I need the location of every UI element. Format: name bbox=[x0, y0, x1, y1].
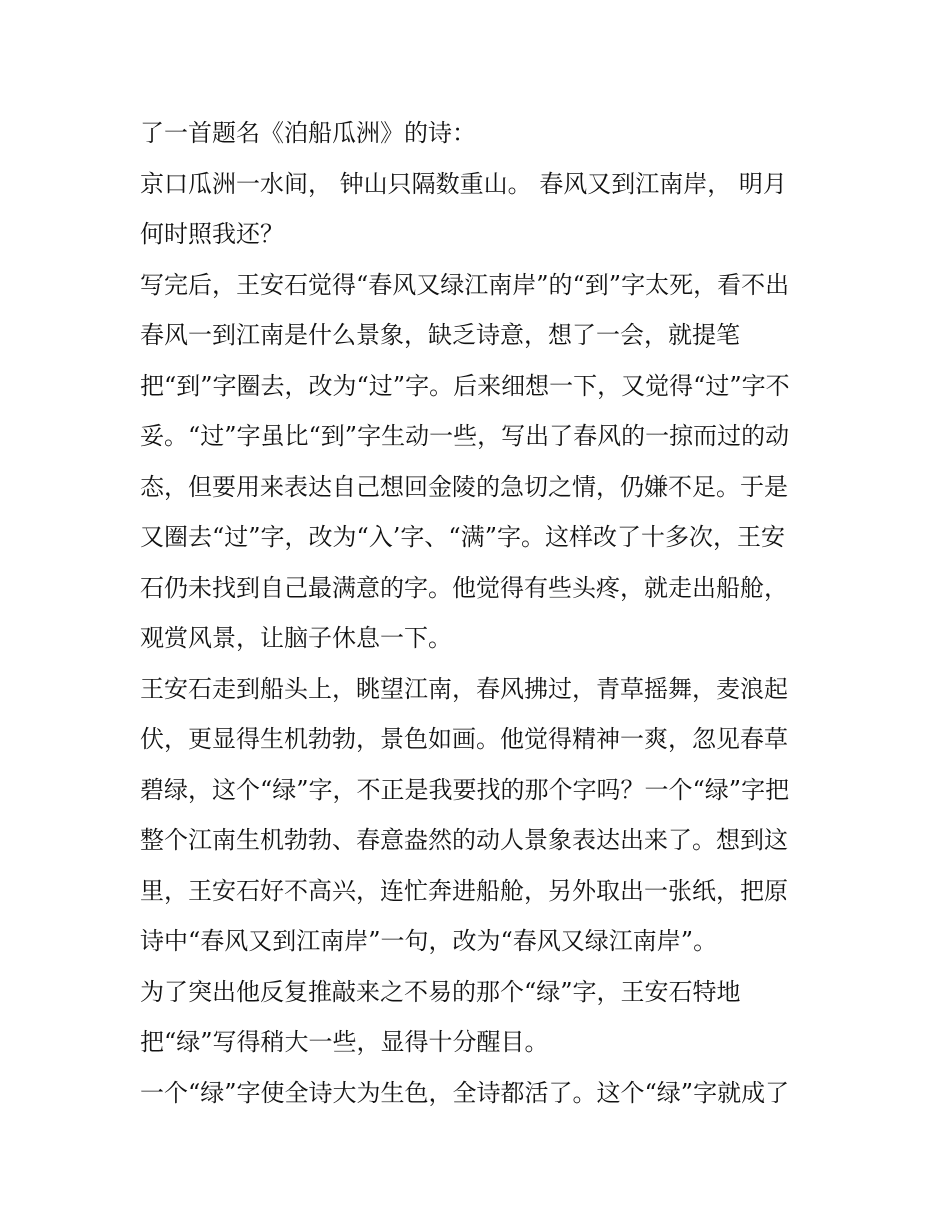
text-line: 春风一到江南是什么景象，缺乏诗意，想了一会，就提笔 bbox=[140, 321, 740, 349]
text-line: 伏，更显得生机勃勃，景色如画。他觉得精神一爽，忽见春草 bbox=[140, 725, 788, 753]
text-line: 石仍未找到自己最满意的字。他觉得有些头疼，就走出船舱， bbox=[140, 573, 788, 602]
text-line: 整个江南生机勃勃、春意盎然的动人景象表达出来了。想到这 bbox=[140, 826, 788, 854]
text-line: 里，王安石好不高兴，连忙奔进船舱，另外取出一张纸，把原 bbox=[140, 876, 788, 905]
paragraph-poem-intro bbox=[140, 108, 812, 159]
text-line: 把“绿”写得稍大一些，显得十分醒目。 bbox=[140, 1028, 549, 1056]
text-line: 为了突出他反复推敲来之不易的那个“绿”字，王安石特地 bbox=[140, 977, 741, 1006]
text-line: 写完后，王安石觉得“春风又绿江南岸”的“到”字太死，看不出 bbox=[140, 270, 790, 299]
text-line: 何时照我还？ bbox=[140, 220, 284, 248]
text-line: 观赏风景，让脑子休息一下。 bbox=[140, 624, 452, 652]
text-line: 京口瓜洲一水间， 钟山只隔数重山。 春风又到江南岸， 明月 bbox=[140, 169, 787, 198]
text-line: 态，但要用来表达自己想回金陵的急切之情，仍嫌不足。于是 bbox=[140, 472, 788, 501]
text-line: 妥。“过”字虽比“到”字生动一些，写出了春风的一掠而过的动 bbox=[140, 422, 790, 450]
paragraph-conclusion bbox=[140, 1068, 812, 1119]
text-line: 又圈去“过”字，改为“入’字、“满”字。这样改了十多次，王安 bbox=[140, 523, 785, 551]
text-line: 诗中“春风又到江南岸”一句，改为“春风又绿江南岸”。 bbox=[140, 927, 718, 955]
text-line: 王安石走到船头上，眺望江南，春风拂过，青草摇舞，麦浪起 bbox=[140, 674, 788, 703]
text-line: 了一首题名《泊船瓜洲》的诗： bbox=[140, 119, 476, 147]
paragraph-revisions bbox=[140, 260, 812, 664]
paragraph-poem bbox=[140, 159, 812, 260]
body-text bbox=[140, 108, 812, 1118]
text-line: 一个“绿”字使全诗大为生色，全诗都活了。这个“绿”字就成了 bbox=[140, 1078, 790, 1107]
text-line: 把“到”字圈去，改为“过”字。后来细想一下，又觉得“过”字不 bbox=[140, 371, 790, 400]
paragraph-emphasis bbox=[140, 967, 812, 1068]
paragraph-inspiration bbox=[140, 664, 812, 967]
text-line: 碧绿，这个“绿”字，不正是我要找的那个字吗？一个“绿”字把 bbox=[140, 775, 790, 804]
